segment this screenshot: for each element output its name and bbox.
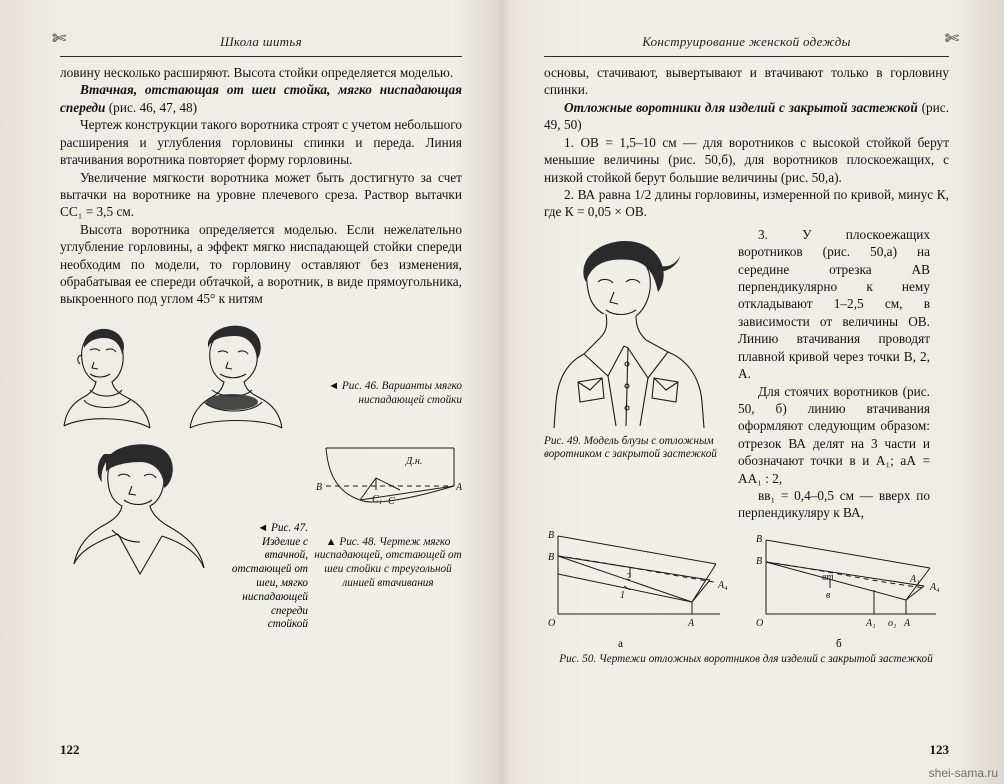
- figure-50-drawing: [544, 528, 948, 638]
- left-page-header: [52, 29, 462, 64]
- subheading-italic: Отложные воротники для изделий с закрытой застежкой: [564, 99, 918, 115]
- scissors-icon: ✄: [52, 29, 67, 48]
- svg-text:B: B: [316, 481, 323, 493]
- right-page-header: [544, 29, 959, 64]
- figure-50-caption-text: Рис. 50. Чертежи отложных воротников для изделий с закрытой застежкой: [559, 652, 933, 665]
- figure-48-caption: [314, 536, 462, 590]
- left-running-title: Школа шитья: [220, 34, 302, 49]
- svg-text:A₄: A₄: [718, 579, 728, 591]
- svg-text:1: 1: [620, 589, 625, 601]
- figure-50-caption: [544, 653, 948, 667]
- subheading-italic: Втачная, отстающая от шеи стойка, мягко ниспадающая спереди: [60, 82, 462, 115]
- watermark: shei-sama.ru: [928, 766, 998, 780]
- figure-46-drawing: [60, 316, 462, 434]
- paragraph: Высота воротника определяется моделью. Если нежелательно углубление горловины, а эффект мягко ниспадающей стойки спереди необходим по модели, то горловину оставляют без изменения, обрабатывая ее спереди обтачкой, а воротник, в виде прямоугольника, выкроенного под углом 45° к нитям: [60, 221, 462, 307]
- svg-text:о₁: о₁: [888, 617, 897, 629]
- svg-text:O: O: [548, 617, 556, 629]
- paragraph: вв₁ = 0,4–0,5 см — вверх по перпендикуляру к ВА,: [738, 487, 930, 521]
- paragraph: основы, стачивают, вывертывают и втачивают только в горловину спинки.: [544, 65, 949, 98]
- right-page-number: 123: [929, 742, 949, 757]
- figure-50b-label: б: [836, 637, 842, 650]
- scissors-icon: ✄: [944, 29, 959, 48]
- svg-text:B: B: [548, 529, 555, 541]
- figure-49-caption: [544, 435, 724, 462]
- figure-49-drawing: [544, 226, 730, 432]
- figure-48-drawing: [314, 438, 462, 530]
- figure-50a-label: а: [618, 637, 623, 650]
- arrow-left-icon: ◄: [328, 379, 340, 392]
- svg-text:A₁: A₁: [866, 617, 876, 629]
- svg-text:B: B: [756, 555, 763, 567]
- figure-47-caption-text: Рис. 47. Изделие с втачной, отстающей от шеи, мягко ниспадающей спереди стойкой: [231, 521, 308, 631]
- subheading-figref: (рис. 46, 47, 48): [108, 99, 198, 115]
- paragraph: Для стоячих воротников (рис. 50, б) линию втачивания оформляют следующим образом: отрезок ВА делят на 3 части и обозначают точки в и А₁; аА = АА₁ : 2,: [738, 383, 930, 486]
- svg-text:A: A: [456, 481, 462, 493]
- svg-text:B: B: [756, 533, 763, 545]
- figure-48-caption-text: Рис. 48. Чертеж мягко ниспадающей, отстающей от шеи стойки с треугольной линией втачивания: [314, 535, 462, 589]
- left-body-text: [60, 64, 462, 308]
- figure-48: [308, 438, 462, 632]
- figures-47-48: [60, 438, 462, 632]
- left-page-number: 122: [60, 742, 80, 757]
- figure-49: [544, 226, 730, 522]
- svg-text:вт: вт: [822, 571, 834, 583]
- right-narrow-column: [730, 226, 930, 522]
- left-subheading: [60, 81, 462, 116]
- list-item: 2. ВА равна 1/2 длины горловины, измеренной по кривой, минус К, где К = 0,05 × ОВ.: [544, 187, 949, 220]
- svg-text:A₄: A₄: [930, 581, 940, 593]
- arrow-up-icon: ▲: [325, 535, 337, 548]
- right-running-title: Конструирование женской одежды: [642, 34, 851, 49]
- svg-text:C₁: C₁: [372, 493, 383, 505]
- header-rule: [544, 56, 949, 57]
- figure-47: [60, 438, 228, 632]
- figure-50: [544, 528, 949, 667]
- svg-text:B: B: [548, 551, 555, 563]
- arrow-left-icon: ◄: [257, 521, 269, 534]
- subheading-figref: (рис. 49, 50): [544, 99, 950, 133]
- figure-47-caption: [228, 438, 308, 632]
- list-item: 1. ОВ = 1,5–10 см — для воротников с высокой стойкой берут меньшие величины (рис. 50,б), для воротников плоскоежащих, с низкой стойкой берут большие величины (рис. 50,а).: [544, 134, 949, 185]
- svg-text:A₁: A₁: [910, 573, 920, 585]
- figure-46-caption: [312, 380, 462, 408]
- svg-text:в: в: [826, 589, 831, 601]
- svg-text:O: O: [756, 617, 764, 629]
- svg-text:A: A: [904, 617, 911, 629]
- svg-text:Д.н.: Д.н.: [406, 455, 423, 467]
- svg-text:2: 2: [626, 571, 631, 583]
- figure-47-drawing: [60, 438, 228, 588]
- right-page: [502, 0, 1004, 784]
- figure-46-caption-text: Рис. 46. Варианты мягко ниспадающей стойки: [341, 379, 462, 406]
- header-rule: [60, 56, 462, 57]
- right-body-text: [544, 64, 949, 221]
- paragraph: 3. У плоскоежащих воротников (рис. 50,а) на середине отрезка АВ перпендикулярно к нему откладывают 1–2,5 см, в зависимости от величины ОВ. Линию втачивания проводят плавной кривой через точки В, 2, А.: [738, 226, 930, 382]
- svg-text:C: C: [388, 495, 395, 507]
- figure-46: [60, 316, 462, 434]
- figure-49-block: [544, 226, 949, 522]
- paragraph: Чертеж конструкции такого воротника строят с учетом небольшого расширения и углубления горловины спинки и переда. Линия втачивания воротника повторяет форму горловины.: [60, 117, 462, 168]
- figure-49-caption-text: Рис. 49. Модель блузы с отложным воротником с закрытой застежкой: [544, 434, 717, 461]
- svg-text:A: A: [688, 617, 695, 629]
- paragraph: ловину несколько расширяют. Высота стойки определяется моделью.: [60, 65, 454, 80]
- paragraph: Увеличение мягкости воротника может быть достигнуто за счет вытачки на воротнике на уровне плечевого среза. Раствор вытачки СС₁ = 3,5 см.: [60, 169, 462, 220]
- right-subheading: [544, 99, 949, 134]
